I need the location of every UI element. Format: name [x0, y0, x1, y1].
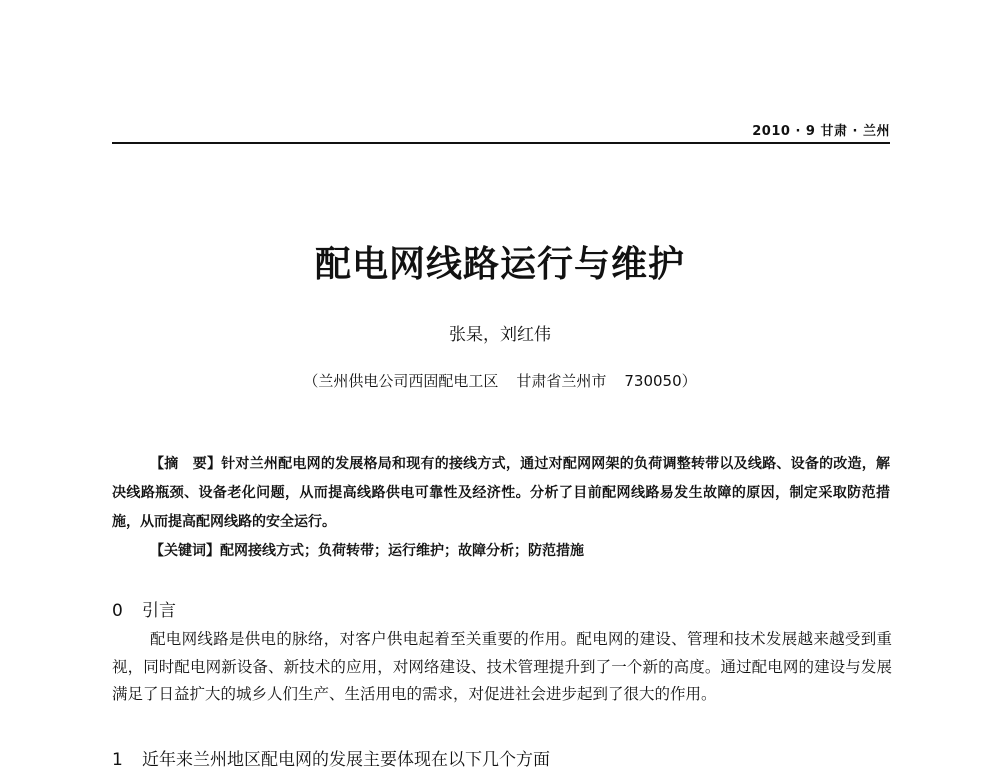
- author-affiliation: （兰州供电公司西固配电工区 甘肃省兰州市 730050）: [303, 372, 697, 390]
- abstract-text: 针对兰州配电网的发展格局和现有的接线方式，通过对配网网架的负荷调整转带以及线路、设备的改造，解决线路瓶颈、设备老化问题，从而提高线路供电可靠性及经济性。分析了目前配网线路易发生故障的原因，制定采取防范措施，从而提高配网线路的安全运行。: [112, 456, 891, 530]
- journal-header: [752, 120, 890, 139]
- affiliation-city: 甘肃省兰州市: [516, 372, 607, 390]
- abstract-block: [112, 450, 890, 566]
- keywords-label: 【关键词】: [150, 543, 220, 559]
- affiliation-postcode: 730050: [624, 372, 682, 390]
- section-title: 近年来兰州地区配电网的发展主要体现在以下几个方面: [142, 750, 550, 770]
- section-number: 0: [112, 601, 123, 621]
- affiliation-organization: 兰州供电公司西固配电工区: [318, 372, 499, 390]
- introduction-paragraph: 配电网线路是供电的脉络，对客户供电起着至关重要的作用。配电网的建设、管理和技术发展越来越受到重视，同时配电网新设备、新技术的应用，对网络建设、技术管理提升到了一个新的高度。通过配电网的建设与发展满足了日益扩大的城乡人们生产、生活用电的需求，对促进社会进步起到了很大的作用。: [112, 630, 892, 703]
- header-location: 甘肃 · 兰州: [820, 124, 890, 139]
- keywords-paragraph: [112, 537, 890, 566]
- header-divider: [112, 142, 890, 144]
- issue-date: 2010 · 9: [752, 124, 816, 139]
- abstract-label: 【摘 要】: [150, 456, 222, 472]
- paper-authors: 张杲，刘红伟: [449, 325, 551, 345]
- abstract-paragraph: [112, 450, 890, 537]
- section-heading-development: [112, 745, 550, 770]
- section-title: 引言: [142, 601, 176, 621]
- section-heading-introduction: [112, 596, 176, 621]
- keywords-text: 配网接线方式；负荷转带；运行维护；故障分析；防范措施: [220, 543, 584, 559]
- paper-title: 配电网线路运行与维护: [314, 243, 685, 285]
- section-number: 1: [112, 750, 123, 770]
